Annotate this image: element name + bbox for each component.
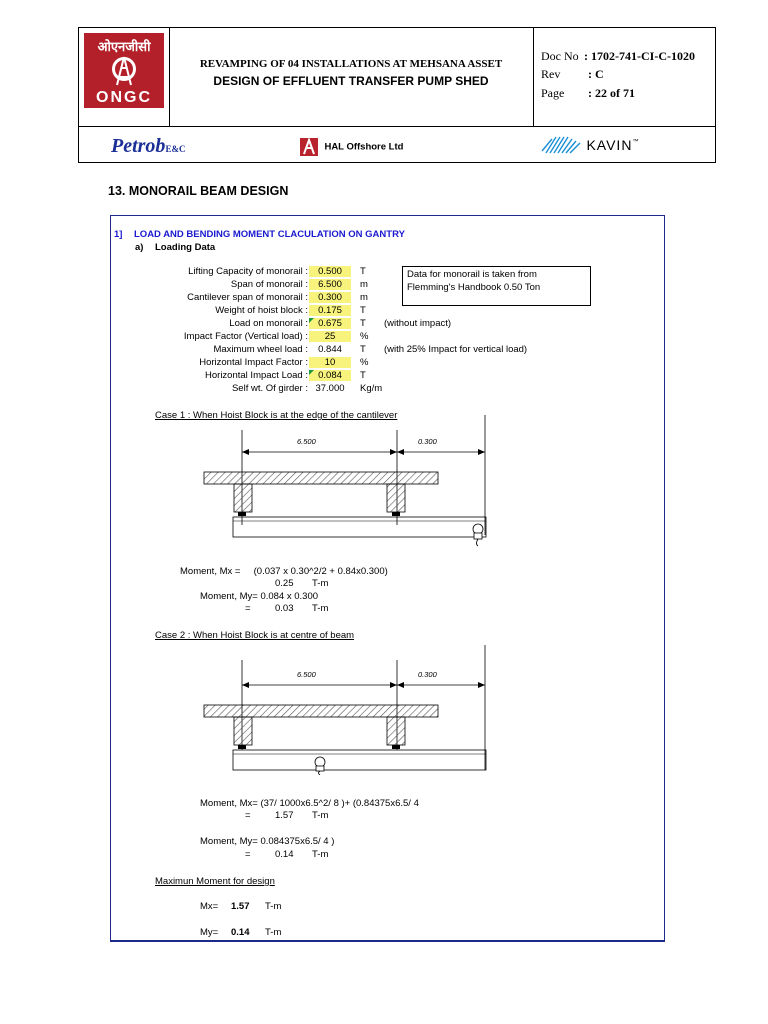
reference-note-line: Data for monorail is taken from: [407, 269, 537, 280]
loading-row-label: Cantilever span of monorail :: [187, 292, 308, 303]
case2-mx-unit: T-m: [312, 810, 329, 821]
loading-row-value: 0.500: [309, 266, 351, 277]
petrob-logo: [111, 135, 185, 158]
hal-logo-text: HAL Offshore Ltd: [324, 141, 404, 153]
loading-row-label: Maximum wheel load :: [213, 344, 308, 355]
hoist-block-icon: [473, 524, 483, 546]
loading-row-unit: T: [360, 370, 366, 381]
case2-my-unit: T-m: [312, 849, 329, 860]
comment-marker-icon: [309, 370, 314, 375]
case2-dim-span: 6.500: [297, 670, 316, 679]
hal-emblem-icon: [298, 136, 320, 158]
page-value: : 22 of 71: [588, 86, 635, 100]
ongc-logo: [84, 33, 164, 108]
loading-row-value: 0.175: [309, 305, 351, 316]
comment-marker-icon: [309, 318, 314, 323]
max-mx-value: 1.57: [231, 901, 250, 912]
loading-row-value: 25: [309, 331, 351, 342]
reference-note-line: Flemming's Handbook 0.50 Ton: [407, 282, 541, 293]
kavin-logo: [540, 133, 638, 157]
max-my-label: My=: [200, 927, 219, 938]
loading-row-note: (without impact): [384, 318, 452, 329]
loading-row-unit: %: [360, 357, 369, 368]
case2-dim-cantilever: 0.300: [418, 670, 437, 679]
loading-row-note: (with 25% Impact for vertical load): [384, 344, 528, 355]
case1-mx-formula: Moment, Mx = (0.037 x 0.30^2/2 + 0.84x0.300): [180, 566, 388, 577]
header-divider: [533, 27, 534, 127]
max-my-unit: T-m: [265, 927, 282, 938]
ongc-hindi-text: ओएनजीसी: [97, 39, 151, 54]
loading-row-unit: m: [360, 279, 368, 290]
case1-mx-value: 0.25: [275, 578, 294, 589]
loading-row-unit: T: [360, 305, 366, 316]
case2-title: Case 2 : When Hoist Block is at centre of beam: [155, 630, 355, 641]
loading-row-label: Self wt. Of girder :: [231, 383, 308, 394]
case2-my-formula: Moment, My= 0.084375x6.5/ 4 ): [200, 836, 335, 847]
case1-my-unit: T-m: [312, 603, 329, 614]
hoist-block-icon: [315, 757, 325, 775]
rev-label: Rev: [541, 67, 561, 81]
loading-row-value: 6.500: [309, 279, 351, 290]
case2-mx-equals: =: [245, 810, 251, 821]
loading-row-label: Horizontal Impact Factor :: [199, 357, 308, 368]
subsection-letter: a): [135, 242, 144, 253]
kavin-logo-text: KAVIN: [586, 137, 633, 153]
case2-diagram: [190, 645, 500, 775]
case1-title: Case 1 : When Hoist Block is at the edge of the cantilever: [155, 410, 398, 421]
loading-row-value: 37.000: [315, 383, 345, 394]
case2-mx-formula: Moment, Mx= (37/ 1000x6.5^2/ 8 )+ (0.84375x6.5/ 4: [200, 798, 419, 809]
document-title: DESIGN OF EFFLUENT TRANSFER PUMP SHED: [213, 74, 489, 88]
loading-row-unit: m: [360, 292, 368, 303]
loading-row-label: Span of monorail :: [230, 279, 308, 290]
max-mx-unit: T-m: [265, 901, 282, 912]
case2-my-value: 0.14: [275, 849, 294, 860]
max-my-value: 0.14: [231, 927, 250, 938]
case1-my-equals: =: [245, 603, 251, 614]
ongc-logo-text: ONGC: [96, 89, 152, 106]
case1-mx-unit: T-m: [312, 578, 329, 589]
loading-row-label: Impact Factor (Vertical load) :: [183, 331, 308, 342]
kavin-emblem-icon: [540, 133, 582, 157]
max-mx-label: Mx=: [200, 901, 219, 912]
loading-row-value: 0.300: [309, 292, 351, 303]
page-label: Page: [541, 86, 565, 100]
loading-row-label: Lifting Capacity of monorail :: [188, 266, 308, 277]
subsection-title: Loading Data: [155, 242, 216, 253]
loading-row-unit: %: [360, 331, 369, 342]
kavin-trademark: ™: [632, 138, 639, 145]
doc-no-value: : 1702-741-CI-C-1020: [584, 49, 695, 63]
project-title: REVAMPING OF 04 INSTALLATIONS AT MEHSANA ASSET: [199, 58, 503, 70]
section-title: 13. MONORAIL BEAM DESIGN: [108, 184, 289, 198]
loading-row-value: 10: [309, 357, 351, 368]
max-moment-title: Maximun Moment for design: [155, 876, 275, 887]
loading-row-value: 0.084: [309, 370, 351, 381]
loading-row-label: Load on monorail :: [229, 318, 308, 329]
petrob-logo-text: Petrob: [111, 135, 166, 157]
header-divider: [78, 126, 716, 127]
case1-my-value: 0.03: [275, 603, 294, 614]
hal-logo: [298, 136, 403, 158]
petrob-logo-subtext: E&C: [165, 144, 186, 154]
loading-row-label: Horizontal Impact Load :: [205, 370, 308, 381]
loading-row-value: 0.844: [318, 344, 342, 355]
loading-row-unit: Kg/m: [360, 383, 383, 394]
loading-row-unit: T: [360, 344, 366, 355]
rev-value: : C: [588, 67, 604, 81]
case1-diagram: [190, 415, 500, 555]
reference-note-box: [402, 266, 591, 306]
case2-my-equals: =: [245, 849, 251, 860]
loading-row-unit: T: [360, 266, 366, 277]
loading-row-label: Weight of hoist block :: [215, 305, 308, 316]
loading-row-unit: T: [360, 318, 366, 329]
case1-my-formula: Moment, My= 0.084 x 0.300: [200, 591, 319, 602]
case1-dim-cantilever: 0.300: [418, 437, 437, 446]
doc-no-label: Doc No: [541, 49, 579, 63]
loading-row-value: 0.675: [309, 318, 351, 329]
part-title: LOAD AND BENDING MOMENT CLACULATION ON GANTRY: [134, 229, 405, 240]
part-number: 1]: [114, 229, 123, 240]
case1-dim-span: 6.500: [297, 437, 316, 446]
case2-mx-value: 1.57: [275, 810, 294, 821]
